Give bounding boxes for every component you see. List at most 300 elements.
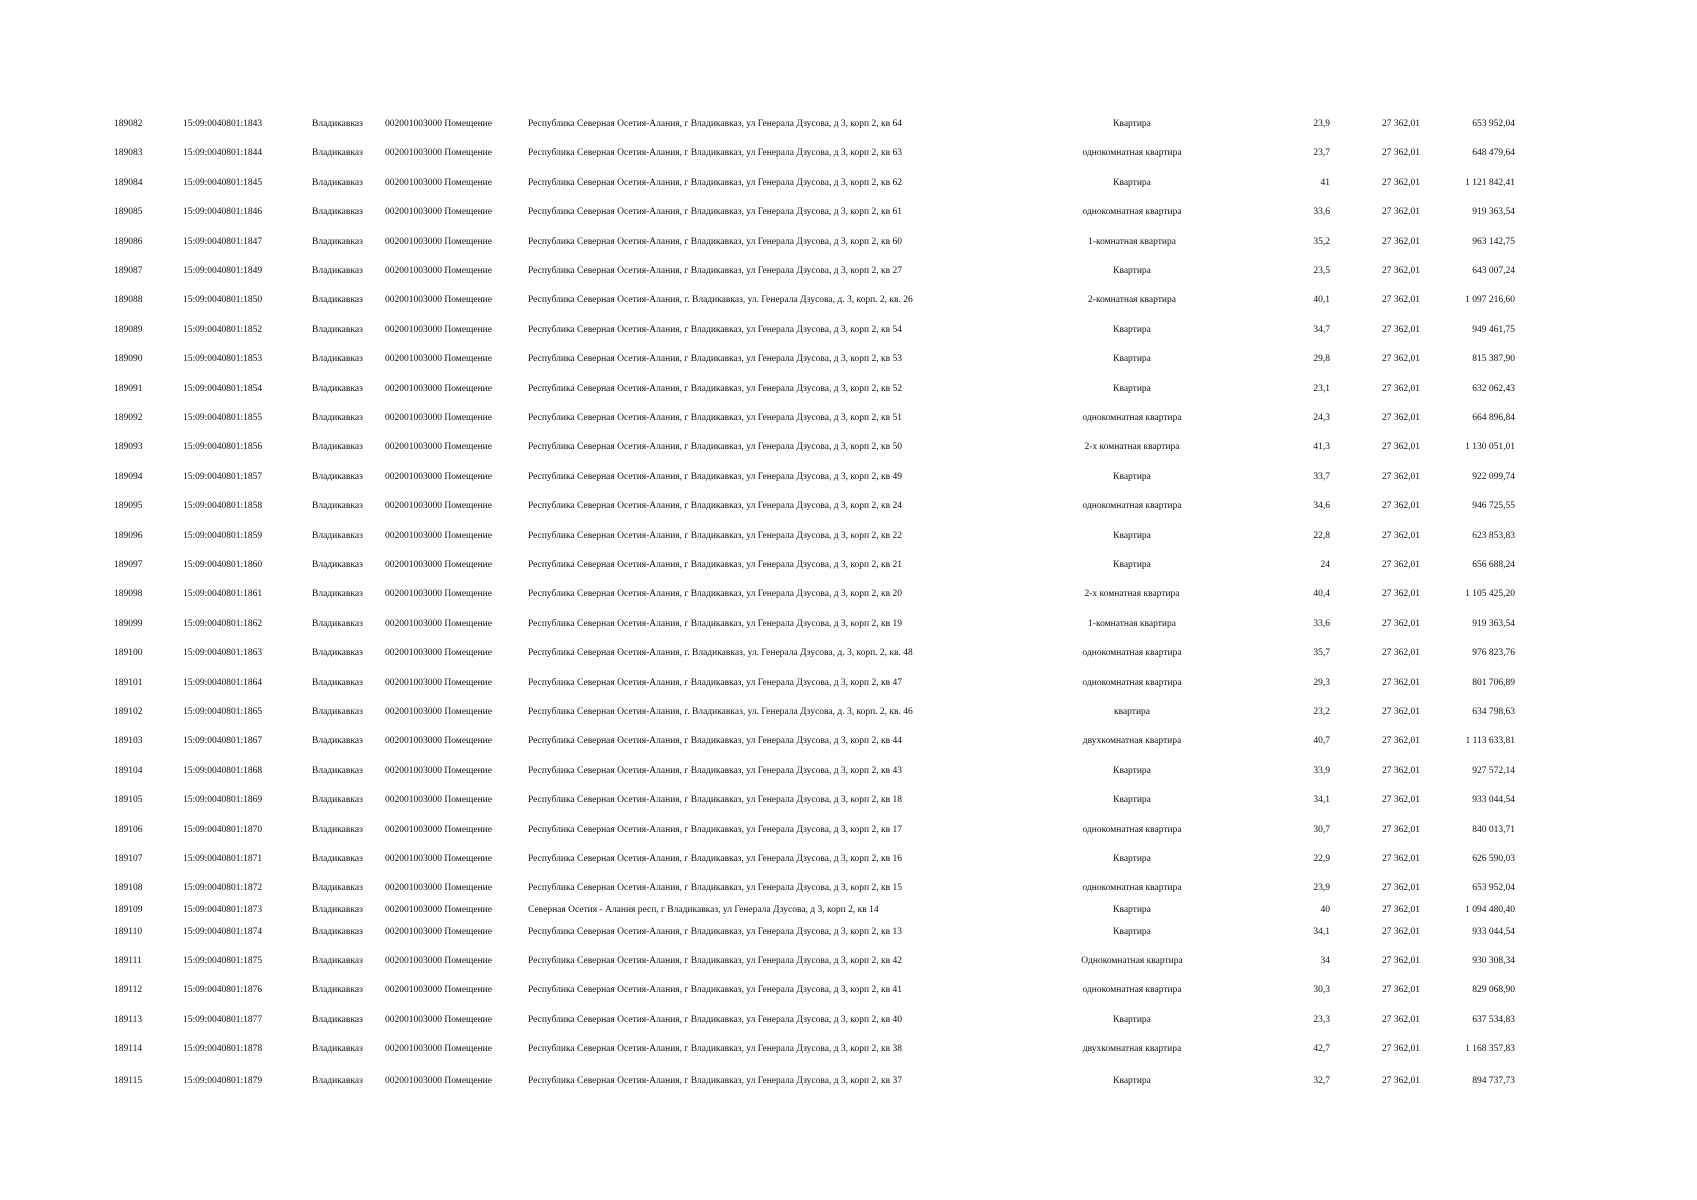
cadastral-cost: 949 461,75 <box>1472 324 1515 335</box>
cadastral-cost: 653 952,04 <box>1472 883 1515 894</box>
table-row <box>0 1042 1697 1056</box>
object-code: 002001003000 Помещение <box>385 824 492 835</box>
record-id: 189104 <box>114 765 143 776</box>
address-text: Республика Северная Осетия-Алания, г Владикавказ, ул Генерала Дзусова, д 3, корп 2, кв 50 <box>528 442 902 453</box>
premises-type: однокомнатная квартира <box>1082 985 1182 996</box>
record-id: 189090 <box>114 354 143 365</box>
object-code: 002001003000 Помещение <box>385 589 492 600</box>
cadastral-cost: 656 688,24 <box>1472 560 1515 570</box>
address-text: Республика Северная Осетия-Алания, г Владикавказ, ул Генерала Дзусова, д 3, корп 2, кв 38 <box>528 1044 902 1055</box>
premises-type: однокомнатная квартира <box>1082 677 1182 688</box>
rate-value: 27 362,01 <box>1382 471 1420 482</box>
record-id: 189108 <box>114 883 143 894</box>
cadastral-number: 15:09:0040801:1844 <box>183 148 263 159</box>
cadastral-number: 15:09:0040801:1870 <box>183 824 263 835</box>
area-value: 23,9 <box>1313 883 1330 894</box>
premises-type: 2-х комнатная квартира <box>1084 442 1180 453</box>
rate-value: 27 362,01 <box>1382 927 1420 937</box>
record-id: 189113 <box>114 1014 143 1025</box>
table-row <box>0 793 1697 807</box>
object-code: 002001003000 Помещение <box>385 905 492 915</box>
premises-type: однокомнатная квартира <box>1082 148 1182 159</box>
premises-type: Однокомнатная квартира <box>1081 956 1183 966</box>
rate-value: 27 362,01 <box>1382 501 1420 512</box>
city-name: Владикавказ <box>312 648 363 659</box>
premises-type: 2-комнатная квартира <box>1088 295 1176 306</box>
rate-value: 27 362,01 <box>1382 648 1420 659</box>
city-name: Владикавказ <box>312 677 363 688</box>
table-row <box>0 587 1697 601</box>
cadastral-number: 15:09:0040801:1872 <box>183 883 263 894</box>
object-code: 002001003000 Помещение <box>385 648 492 659</box>
cadastral-cost: 919 363,54 <box>1472 618 1515 629</box>
cadastral-number: 15:09:0040801:1861 <box>183 589 263 600</box>
record-id: 189084 <box>114 177 143 188</box>
cadastral-cost: 643 007,24 <box>1472 266 1515 276</box>
area-value: 33,6 <box>1313 207 1330 218</box>
table-row <box>0 734 1697 748</box>
address-text: Республика Северная Осетия-Алания, г Владикавказ, ул Генерала Дзусова, д 3, корп 2, кв 27 <box>528 266 902 276</box>
rate-value: 27 362,01 <box>1382 1044 1420 1055</box>
table-row <box>0 925 1697 939</box>
premises-type: однокомнатная квартира <box>1082 824 1182 835</box>
table-row <box>0 1074 1697 1088</box>
rate-value: 27 362,01 <box>1382 236 1420 247</box>
rate-value: 27 362,01 <box>1382 413 1420 423</box>
area-value: 33,7 <box>1313 471 1330 482</box>
cadastral-cost: 637 534,83 <box>1472 1014 1515 1025</box>
rate-value: 27 362,01 <box>1382 618 1420 629</box>
cadastral-cost: 1 097 216,60 <box>1465 295 1515 306</box>
premises-type: 2-х комнатная квартира <box>1084 589 1180 600</box>
city-name: Владикавказ <box>312 295 363 306</box>
rate-value: 27 362,01 <box>1382 354 1420 365</box>
premises-type: Квартира <box>1113 1076 1151 1086</box>
record-id: 189101 <box>114 677 143 688</box>
cadastral-cost: 634 798,63 <box>1472 707 1515 717</box>
record-id: 189098 <box>114 589 143 600</box>
cadastral-cost: 927 572,14 <box>1472 765 1515 776</box>
area-value: 29,8 <box>1313 354 1330 365</box>
city-name: Владикавказ <box>312 236 363 247</box>
cadastral-cost: 648 479,64 <box>1472 148 1515 159</box>
premises-type: квартира <box>1113 707 1151 717</box>
address-text: Республика Северная Осетия-Алания, г Владикавказ, ул Генерала Дзусова, д 3, корп 2, кв 21 <box>528 560 902 570</box>
area-value: 24 <box>1320 560 1330 570</box>
area-value: 22,9 <box>1313 854 1330 864</box>
object-code: 002001003000 Помещение <box>385 295 492 306</box>
city-name: Владикавказ <box>312 119 363 129</box>
table-row <box>0 176 1697 190</box>
record-id: 189100 <box>114 648 143 659</box>
premises-type: двухкомнатная квартира <box>1082 736 1182 747</box>
address-text: Республика Северная Осетия-Алания, г Владикавказ, ул Генерала Дзусова, д 3, корп 2, кв 41 <box>528 985 902 996</box>
area-value: 34 <box>1320 956 1330 966</box>
area-value: 34,6 <box>1313 501 1330 512</box>
record-id: 189095 <box>114 501 143 512</box>
area-value: 41,3 <box>1313 442 1330 453</box>
city-name: Владикавказ <box>312 905 363 915</box>
city-name: Владикавказ <box>312 1044 363 1055</box>
address-text: Республика Северная Осетия-Алания, г Владикавказ, ул Генерала Дзусова, д 3, корп 2, кв 24 <box>528 501 902 512</box>
cadastral-cost: 963 142,75 <box>1472 236 1515 247</box>
premises-type: однокомнатная квартира <box>1082 413 1182 423</box>
city-name: Владикавказ <box>312 324 363 335</box>
city-name: Владикавказ <box>312 927 363 937</box>
city-name: Владикавказ <box>312 266 363 276</box>
object-code: 002001003000 Помещение <box>385 207 492 218</box>
area-value: 30,3 <box>1313 985 1330 996</box>
table-row <box>0 264 1697 278</box>
city-name: Владикавказ <box>312 560 363 570</box>
record-id: 189093 <box>114 442 143 453</box>
cadastral-number: 15:09:0040801:1850 <box>183 295 263 306</box>
city-name: Владикавказ <box>312 530 363 541</box>
city-name: Владикавказ <box>312 736 363 747</box>
record-id: 189106 <box>114 824 143 835</box>
rate-value: 27 362,01 <box>1382 442 1420 453</box>
record-id: 189105 <box>114 795 143 806</box>
cadastral-cost: 815 387,90 <box>1472 354 1515 365</box>
record-id: 189103 <box>114 736 143 747</box>
cadastral-cost: 1 121 842,41 <box>1465 177 1515 188</box>
table-row <box>0 382 1697 396</box>
rate-value: 27 362,01 <box>1382 707 1420 717</box>
cadastral-number: 15:09:0040801:1852 <box>183 324 263 335</box>
address-text: Республика Северная Осетия-Алания, г. Владикавказ, ул. Генерала Дзусова, д. 3, корп. 2, кв. 26 <box>528 295 913 306</box>
premises-type: Квартира <box>1113 471 1151 482</box>
rate-value: 27 362,01 <box>1382 956 1420 966</box>
address-text: Республика Северная Осетия-Алания, г Владикавказ, ул Генерала Дзусова, д 3, корп 2, кв 61 <box>528 207 902 218</box>
object-code: 002001003000 Помещение <box>385 413 492 423</box>
rate-value: 27 362,01 <box>1382 736 1420 747</box>
area-value: 35,2 <box>1313 236 1330 247</box>
city-name: Владикавказ <box>312 618 363 629</box>
address-text: Республика Северная Осетия-Алания, г Владикавказ, ул Генерала Дзусова, д 3, корп 2, кв 37 <box>528 1076 902 1086</box>
cadastral-number: 15:09:0040801:1846 <box>183 207 263 218</box>
cadastral-number: 15:09:0040801:1859 <box>183 530 263 541</box>
premises-type: однокомнатная квартира <box>1082 207 1182 218</box>
table-row <box>0 903 1697 917</box>
table-row <box>0 983 1697 997</box>
cadastral-number: 15:09:0040801:1876 <box>183 985 263 996</box>
table-row <box>0 205 1697 219</box>
object-code: 002001003000 Помещение <box>385 530 492 541</box>
object-code: 002001003000 Помещение <box>385 956 492 966</box>
table-row <box>0 617 1697 631</box>
address-text: Республика Северная Осетия-Алания, г Владикавказ, ул Генерала Дзусова, д 3, корп 2, кв 40 <box>528 1014 902 1025</box>
cadastral-number: 15:09:0040801:1854 <box>183 383 263 394</box>
cadastral-cost: 976 823,76 <box>1472 648 1515 659</box>
address-text: Республика Северная Осетия-Алания, г Владикавказ, ул Генерала Дзусова, д 3, корп 2, кв 22 <box>528 530 902 541</box>
area-value: 40,1 <box>1313 295 1330 306</box>
cadastral-cost: 922 099,74 <box>1472 471 1515 482</box>
city-name: Владикавказ <box>312 471 363 482</box>
table-row <box>0 499 1697 513</box>
cadastral-number: 15:09:0040801:1867 <box>183 736 263 747</box>
cadastral-number: 15:09:0040801:1845 <box>183 177 263 188</box>
object-code: 002001003000 Помещение <box>385 324 492 335</box>
object-code: 002001003000 Помещение <box>385 985 492 996</box>
cadastral-cost: 626 590,03 <box>1472 854 1515 864</box>
object-code: 002001003000 Помещение <box>385 795 492 806</box>
premises-type: Квартира <box>1113 765 1151 776</box>
city-name: Владикавказ <box>312 589 363 600</box>
area-value: 40,4 <box>1313 589 1330 600</box>
record-id: 189096 <box>114 530 143 541</box>
record-id: 189099 <box>114 618 143 629</box>
rate-value: 27 362,01 <box>1382 177 1420 188</box>
city-name: Владикавказ <box>312 795 363 806</box>
area-value: 34,7 <box>1313 324 1330 335</box>
cadastral-cost: 840 013,71 <box>1472 824 1515 835</box>
table-row <box>0 676 1697 690</box>
table-row <box>0 440 1697 454</box>
table-row <box>0 954 1697 968</box>
area-value: 23,2 <box>1313 707 1330 717</box>
rate-value: 27 362,01 <box>1382 905 1420 915</box>
object-code: 002001003000 Помещение <box>385 501 492 512</box>
premises-type: Квартира <box>1113 177 1151 188</box>
cadastral-number: 15:09:0040801:1871 <box>183 854 263 864</box>
address-text: Республика Северная Осетия-Алания, г Владикавказ, ул Генерала Дзусова, д 3, корп 2, кв 44 <box>528 736 902 747</box>
area-value: 41 <box>1320 177 1330 188</box>
record-id: 189102 <box>114 707 143 717</box>
premises-type: Квартира <box>1113 530 1151 541</box>
area-value: 40 <box>1320 905 1330 915</box>
area-value: 40,7 <box>1313 736 1330 747</box>
rate-value: 27 362,01 <box>1382 985 1420 996</box>
cadastral-number: 15:09:0040801:1843 <box>183 119 263 129</box>
address-text: Республика Северная Осетия-Алания, г. Владикавказ, ул. Генерала Дзусова, д. 3, корп. 2, кв. 48 <box>528 648 913 659</box>
premises-type: Квартира <box>1113 905 1151 915</box>
city-name: Владикавказ <box>312 177 363 188</box>
object-code: 002001003000 Помещение <box>385 707 492 717</box>
area-value: 23,5 <box>1313 266 1330 276</box>
record-id: 189092 <box>114 413 143 423</box>
table-row <box>0 558 1697 572</box>
cadastral-cost: 664 896,84 <box>1472 413 1515 423</box>
rate-value: 27 362,01 <box>1382 677 1420 688</box>
cadastral-cost: 829 068,90 <box>1472 985 1515 996</box>
cadastral-number: 15:09:0040801:1847 <box>183 236 263 247</box>
premises-type: однокомнатная квартира <box>1082 883 1182 894</box>
area-value: 34,1 <box>1313 927 1330 937</box>
cadastral-number: 15:09:0040801:1864 <box>183 677 263 688</box>
address-text: Республика Северная Осетия-Алания, г Владикавказ, ул Генерала Дзусова, д 3, корп 2, кв 16 <box>528 854 902 864</box>
rate-value: 27 362,01 <box>1382 324 1420 335</box>
city-name: Владикавказ <box>312 207 363 218</box>
area-value: 33,6 <box>1313 618 1330 629</box>
table-row <box>0 323 1697 337</box>
city-name: Владикавказ <box>312 883 363 894</box>
rate-value: 27 362,01 <box>1382 824 1420 835</box>
cadastral-cost: 946 725,55 <box>1472 501 1515 512</box>
area-value: 42,7 <box>1313 1044 1330 1055</box>
record-id: 189109 <box>114 905 143 915</box>
object-code: 002001003000 Помещение <box>385 177 492 188</box>
table-row <box>0 352 1697 366</box>
cadastral-number: 15:09:0040801:1874 <box>183 927 263 937</box>
cadastral-cost: 1 113 633,81 <box>1465 736 1515 747</box>
record-id: 189089 <box>114 324 143 335</box>
rate-value: 27 362,01 <box>1382 589 1420 600</box>
cadastral-cost: 894 737,73 <box>1472 1076 1515 1086</box>
rate-value: 27 362,01 <box>1382 1014 1420 1025</box>
address-text: Республика Северная Осетия-Алания, г Владикавказ, ул Генерала Дзусова, д 3, корп 2, кв 51 <box>528 413 902 423</box>
premises-type: Квартира <box>1113 354 1151 365</box>
object-code: 002001003000 Помещение <box>385 560 492 570</box>
cadastral-cost: 801 706,89 <box>1472 677 1515 688</box>
address-text: Республика Северная Осетия-Алания, г Владикавказ, ул Генерала Дзусова, д 3, корп 2, кв 43 <box>528 765 902 776</box>
object-code: 002001003000 Помещение <box>385 854 492 864</box>
premises-type: Квартира <box>1113 1014 1151 1025</box>
record-id: 189097 <box>114 560 143 570</box>
record-id: 189088 <box>114 295 143 306</box>
address-text: Республика Северная Осетия-Алания, г. Владикавказ, ул. Генерала Дзусова, д. 3, корп. 2, кв. 46 <box>528 707 913 717</box>
record-id: 189107 <box>114 854 143 864</box>
premises-type: 1-комнатная квартира <box>1088 236 1176 247</box>
address-text: Республика Северная Осетия-Алания, г Владикавказ, ул Генерала Дзусова, д 3, корп 2, кв 17 <box>528 824 902 835</box>
city-name: Владикавказ <box>312 707 363 717</box>
city-name: Владикавказ <box>312 765 363 776</box>
area-value: 24,3 <box>1313 413 1330 423</box>
city-name: Владикавказ <box>312 383 363 394</box>
rate-value: 27 362,01 <box>1382 383 1420 394</box>
object-code: 002001003000 Помещение <box>385 383 492 394</box>
rate-value: 27 362,01 <box>1382 560 1420 570</box>
table-row <box>0 146 1697 160</box>
table-row <box>0 529 1697 543</box>
rate-value: 27 362,01 <box>1382 765 1420 776</box>
cadastral-number: 15:09:0040801:1879 <box>183 1076 263 1086</box>
record-id: 189082 <box>114 119 143 129</box>
city-name: Владикавказ <box>312 956 363 966</box>
object-code: 002001003000 Помещение <box>385 442 492 453</box>
cadastral-cost: 1 105 425,20 <box>1465 589 1515 600</box>
cadastral-cost: 933 044,54 <box>1472 795 1515 806</box>
object-code: 002001003000 Помещение <box>385 765 492 776</box>
area-value: 35,7 <box>1313 648 1330 659</box>
address-text: Республика Северная Осетия-Алания, г Владикавказ, ул Генерала Дзусова, д 3, корп 2, кв 19 <box>528 618 902 629</box>
address-text: Республика Северная Осетия-Алания, г Владикавказ, ул Генерала Дзусова, д 3, корп 2, кв 54 <box>528 324 902 335</box>
address-text: Республика Северная Осетия-Алания, г Владикавказ, ул Генерала Дзусова, д 3, корп 2, кв 62 <box>528 177 902 188</box>
area-value: 29,3 <box>1313 677 1330 688</box>
cadastral-number: 15:09:0040801:1857 <box>183 471 263 482</box>
object-code: 002001003000 Помещение <box>385 148 492 159</box>
rate-value: 27 362,01 <box>1382 1076 1420 1086</box>
city-name: Владикавказ <box>312 985 363 996</box>
object-code: 002001003000 Помещение <box>385 119 492 129</box>
address-text: Республика Северная Осетия-Алания, г Владикавказ, ул Генерала Дзусова, д 3, корп 2, кв 60 <box>528 236 902 247</box>
city-name: Владикавказ <box>312 148 363 159</box>
premises-type: двухкомнатная квартира <box>1082 1044 1182 1055</box>
object-code: 002001003000 Помещение <box>385 471 492 482</box>
object-code: 002001003000 Помещение <box>385 927 492 937</box>
area-value: 32,7 <box>1313 1076 1330 1086</box>
cadastral-number: 15:09:0040801:1853 <box>183 354 263 365</box>
object-code: 002001003000 Помещение <box>385 266 492 276</box>
cadastral-cost: 919 363,54 <box>1472 207 1515 218</box>
premises-type: Квартира <box>1113 119 1151 129</box>
city-name: Владикавказ <box>312 442 363 453</box>
object-code: 002001003000 Помещение <box>385 1076 492 1086</box>
address-text: Республика Северная Осетия-Алания, г Владикавказ, ул Генерала Дзусова, д 3, корп 2, кв 63 <box>528 148 902 159</box>
table-row <box>0 881 1697 895</box>
cadastral-cost: 623 853,83 <box>1472 530 1515 541</box>
cadastral-cost: 653 952,04 <box>1472 119 1515 129</box>
record-id: 189112 <box>114 985 143 996</box>
object-code: 002001003000 Помещение <box>385 1014 492 1025</box>
premises-type: 1-комнатная квартира <box>1088 618 1176 629</box>
table-row <box>0 293 1697 307</box>
table-row <box>0 646 1697 660</box>
rate-value: 27 362,01 <box>1382 148 1420 159</box>
object-code: 002001003000 Помещение <box>385 1044 492 1055</box>
address-text: Республика Северная Осетия-Алания, г Владикавказ, ул Генерала Дзусова, д 3, корп 2, кв 42 <box>528 956 902 966</box>
table-row <box>0 411 1697 425</box>
address-text: Северная Осетия - Алания респ, г Владикавказ, ул Генерала Дзусова, д 3, корп 2, кв 14 <box>528 905 879 915</box>
premises-type: Квартира <box>1113 383 1151 394</box>
premises-type: Квартира <box>1113 854 1151 864</box>
cadastral-cost: 930 308,34 <box>1472 956 1515 966</box>
table-row <box>0 852 1697 866</box>
cadastral-cost: 1 168 357,83 <box>1465 1044 1515 1055</box>
city-name: Владикавказ <box>312 413 363 423</box>
record-id: 189111 <box>114 956 142 966</box>
record-id: 189110 <box>114 927 143 937</box>
rate-value: 27 362,01 <box>1382 295 1420 306</box>
city-name: Владикавказ <box>312 1076 363 1086</box>
rate-value: 27 362,01 <box>1382 530 1420 541</box>
premises-type: однокомнатная квартира <box>1082 501 1182 512</box>
cadastral-cost: 1 094 480,40 <box>1465 905 1515 915</box>
cadastral-cost: 1 130 051,01 <box>1465 442 1515 453</box>
city-name: Владикавказ <box>312 854 363 864</box>
table-row <box>0 235 1697 249</box>
table-row <box>0 823 1697 837</box>
record-id: 189094 <box>114 471 143 482</box>
object-code: 002001003000 Помещение <box>385 677 492 688</box>
record-id: 189091 <box>114 383 143 394</box>
cadastral-number: 15:09:0040801:1856 <box>183 442 263 453</box>
cadastral-number: 15:09:0040801:1849 <box>183 266 263 276</box>
cadastral-number: 15:09:0040801:1858 <box>183 501 263 512</box>
object-code: 002001003000 Помещение <box>385 354 492 365</box>
rate-value: 27 362,01 <box>1382 266 1420 276</box>
area-value: 23,3 <box>1313 1014 1330 1025</box>
rate-value: 27 362,01 <box>1382 883 1420 894</box>
premises-type: Квартира <box>1113 324 1151 335</box>
object-code: 002001003000 Помещение <box>385 736 492 747</box>
premises-type: однокомнатная квартира <box>1082 648 1182 659</box>
area-value: 22,8 <box>1313 530 1330 541</box>
area-value: 23,7 <box>1313 148 1330 159</box>
cadastral-cost: 933 044,54 <box>1472 927 1515 937</box>
city-name: Владикавказ <box>312 501 363 512</box>
table-row <box>0 470 1697 484</box>
cadastral-number: 15:09:0040801:1877 <box>183 1014 263 1025</box>
record-id: 189115 <box>114 1076 143 1086</box>
rate-value: 27 362,01 <box>1382 119 1420 129</box>
address-text: Республика Северная Осетия-Алания, г Владикавказ, ул Генерала Дзусова, д 3, корп 2, кв 18 <box>528 795 902 806</box>
table-row <box>0 1013 1697 1027</box>
cadastral-number: 15:09:0040801:1855 <box>183 413 263 423</box>
address-text: Республика Северная Осетия-Алания, г Владикавказ, ул Генерала Дзусова, д 3, корп 2, кв 49 <box>528 471 902 482</box>
rate-value: 27 362,01 <box>1382 795 1420 806</box>
cadastral-number: 15:09:0040801:1875 <box>183 956 263 966</box>
object-code: 002001003000 Помещение <box>385 618 492 629</box>
